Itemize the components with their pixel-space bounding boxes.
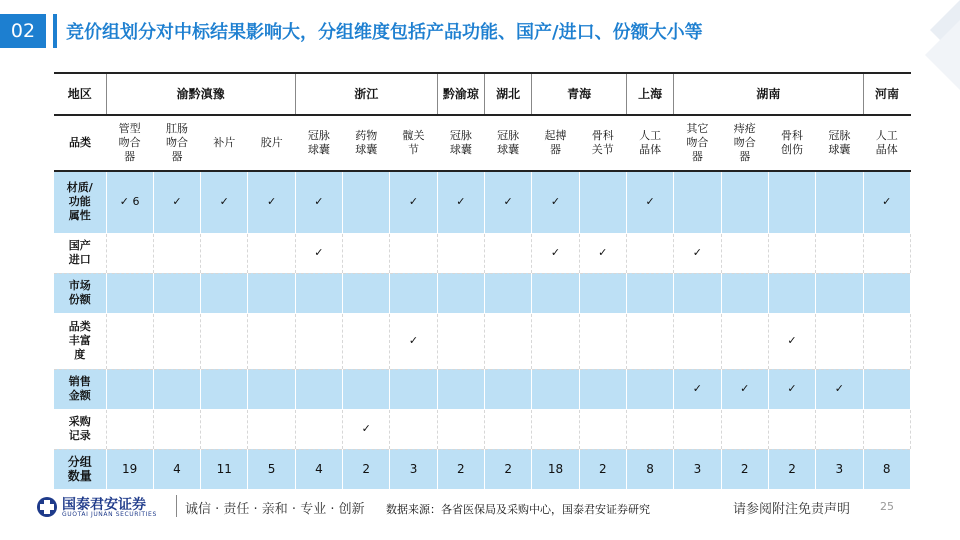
criteria-cell: [626, 369, 673, 409]
page-number: 25: [880, 500, 894, 513]
criteria-cell: [485, 273, 532, 313]
category-cell: 肛肠吻合器: [153, 115, 200, 171]
criteria-cell: [437, 313, 484, 369]
logo-en: GUOTAI JUNAN SECURITIES: [62, 511, 157, 518]
page-title: 竞价组划分对中标结果影响大，分组维度包括产品功能、国产/进口、份额大小等: [66, 22, 703, 43]
region-cell: 浙江: [295, 73, 437, 115]
region-cell: 渝黔滇豫: [106, 73, 295, 115]
disclaimer: 请参阅附注免责声明: [733, 502, 851, 517]
criteria-cell: ✓: [532, 233, 579, 273]
category-cell: 冠脉球囊: [437, 115, 484, 171]
category-cell: 痔疮吻合器: [721, 115, 768, 171]
criteria-cell: [721, 233, 768, 273]
group-count-cell: 5: [248, 449, 295, 489]
group-count-cell: 18: [532, 449, 579, 489]
criteria-cell: [532, 273, 579, 313]
criteria-cell: [721, 409, 768, 449]
group-count-cell: 19: [106, 449, 153, 489]
criteria-cell: [106, 313, 153, 369]
category-row: [54, 115, 911, 171]
category-cell: 起搏器: [532, 115, 579, 171]
category-cell: 人工晶体: [863, 115, 911, 171]
criteria-cell: ✓: [343, 409, 390, 449]
group-count-cell: 2: [343, 449, 390, 489]
criteria-cell: [248, 409, 295, 449]
criteria-cell: [201, 313, 248, 369]
criteria-cell: [768, 171, 815, 233]
criteria-cell: ✓: [863, 171, 911, 233]
criteria-label: 采购记录: [54, 409, 106, 449]
region-cell: 青海: [532, 73, 627, 115]
group-count-cell: 3: [390, 449, 437, 489]
criteria-cell: [674, 313, 721, 369]
section-number: 02: [0, 14, 46, 48]
criteria-cell: [532, 369, 579, 409]
criteria-cell: [674, 273, 721, 313]
slogan: 诚信 · 责任 · 亲和 · 专业 · 创新: [185, 502, 365, 517]
criteria-label: 国产进口: [54, 233, 106, 273]
criteria-cell: [343, 233, 390, 273]
criteria-cell: [106, 369, 153, 409]
category-cell: 骨科关节: [579, 115, 626, 171]
criteria-cell: [201, 369, 248, 409]
criteria-cell: [626, 313, 673, 369]
criteria-cell: [579, 409, 626, 449]
group-count-cell: 3: [674, 449, 721, 489]
criteria-cell: [343, 171, 390, 233]
criteria-cell: ✓: [721, 369, 768, 409]
group-count-cell: 2: [485, 449, 532, 489]
criteria-cell: ✓: [153, 171, 200, 233]
criteria-cell: [674, 409, 721, 449]
criteria-cell: [437, 273, 484, 313]
criteria-cell: ✓: [816, 369, 863, 409]
group-count-cell: 8: [626, 449, 673, 489]
criteria-cell: [248, 313, 295, 369]
criteria-cell: ✓: [674, 233, 721, 273]
criteria-cell: [343, 273, 390, 313]
region-cell: 河南: [863, 73, 911, 115]
criteria-cell: [153, 369, 200, 409]
criteria-cell: [201, 273, 248, 313]
criteria-cell: [153, 233, 200, 273]
criteria-cell: ✓: [626, 171, 673, 233]
criteria-cell: [721, 273, 768, 313]
criteria-cell: [201, 233, 248, 273]
logo-cn: 国泰君安证券: [62, 497, 146, 513]
criteria-cell: [768, 233, 815, 273]
criteria-cell: [295, 273, 342, 313]
criteria-cell: [295, 313, 342, 369]
criteria-cell: [721, 313, 768, 369]
category-cell: 冠脉球囊: [485, 115, 532, 171]
criteria-cell: [390, 369, 437, 409]
category-cell: 髋关节: [390, 115, 437, 171]
criteria-cell: ✓: [437, 171, 484, 233]
category-label: 品类: [54, 115, 106, 171]
criteria-label: 销售金额: [54, 369, 106, 409]
category-cell: 人工晶体: [626, 115, 673, 171]
criteria-cell: [295, 369, 342, 409]
footer: [0, 493, 960, 523]
group-count-row: [54, 449, 911, 489]
criteria-cell: [626, 233, 673, 273]
criteria-row: [54, 369, 911, 409]
criteria-cell: [153, 273, 200, 313]
criteria-cell: [863, 369, 911, 409]
criteria-cell: [626, 409, 673, 449]
criteria-cell: [816, 409, 863, 449]
criteria-row: [54, 313, 911, 369]
criteria-cell: ✓: [485, 171, 532, 233]
category-cell: 药物球囊: [343, 115, 390, 171]
criteria-cell: [816, 233, 863, 273]
group-count-cell: 2: [437, 449, 484, 489]
criteria-cell: [106, 273, 153, 313]
criteria-cell: [485, 313, 532, 369]
criteria-cell: [343, 369, 390, 409]
criteria-cell: [485, 409, 532, 449]
criteria-cell: [579, 313, 626, 369]
criteria-cell: [532, 409, 579, 449]
criteria-cell: ✓: [295, 233, 342, 273]
criteria-cell: ✓: [248, 171, 295, 233]
criteria-cell: [816, 273, 863, 313]
group-count-cell: 2: [768, 449, 815, 489]
criteria-cell: ✓: [390, 313, 437, 369]
category-cell: 管型吻合器: [106, 115, 153, 171]
group-count-label: 分组数量: [54, 449, 106, 489]
criteria-cell: [579, 273, 626, 313]
group-count-cell: 8: [863, 449, 911, 489]
region-cell: 上海: [626, 73, 673, 115]
criteria-cell: [768, 409, 815, 449]
criteria-row: [54, 273, 911, 313]
category-cell: 补片: [201, 115, 248, 171]
criteria-cell: [863, 233, 911, 273]
criteria-cell: [153, 409, 200, 449]
criteria-row: [54, 409, 911, 449]
region-label: 地区: [54, 73, 106, 115]
criteria-cell: [579, 171, 626, 233]
category-cell: 胶片: [248, 115, 295, 171]
group-count-cell: 11: [201, 449, 248, 489]
criteria-cell: [532, 313, 579, 369]
criteria-cell: [579, 369, 626, 409]
region-cell: 湖北: [485, 73, 532, 115]
criteria-cell: [485, 233, 532, 273]
criteria-cell: [437, 233, 484, 273]
criteria-label: 品类丰富度: [54, 313, 106, 369]
group-count-cell: 4: [153, 449, 200, 489]
group-count-cell: 2: [721, 449, 768, 489]
criteria-cell: ✓: [768, 369, 815, 409]
region-cell: 黔渝琼: [437, 73, 484, 115]
criteria-cell: ✓: [295, 171, 342, 233]
criteria-row: [54, 171, 911, 233]
category-cell: 骨科创伤: [768, 115, 815, 171]
criteria-cell: [863, 313, 911, 369]
group-count-cell: 4: [295, 449, 342, 489]
criteria-cell: [390, 409, 437, 449]
title-accent-bar: [53, 14, 57, 48]
criteria-cell: [390, 233, 437, 273]
criteria-cell: ✓: [674, 369, 721, 409]
criteria-cell: ✓: [532, 171, 579, 233]
criteria-cell: [295, 409, 342, 449]
criteria-cell: [816, 313, 863, 369]
criteria-cell: [248, 233, 295, 273]
criteria-cell: ✓: [201, 171, 248, 233]
region-header-row: [54, 73, 911, 115]
criteria-cell: [816, 171, 863, 233]
criteria-cell: [485, 369, 532, 409]
region-cell: 湖南: [674, 73, 863, 115]
criteria-cell: [390, 273, 437, 313]
criteria-cell: [721, 171, 768, 233]
data-source-note: 数据来源：各省医保局及采购中心，国泰君安证券研究: [386, 503, 650, 516]
category-cell: 冠脉球囊: [295, 115, 342, 171]
criteria-cell: [153, 313, 200, 369]
criteria-cell: [201, 409, 248, 449]
criteria-cell: [248, 273, 295, 313]
category-cell: 冠脉球囊: [816, 115, 863, 171]
criteria-row: [54, 233, 911, 273]
group-count-cell: 3: [816, 449, 863, 489]
criteria-cell: [106, 409, 153, 449]
criteria-cell: [768, 273, 815, 313]
criteria-cell: [863, 273, 911, 313]
category-cell: 其它吻合器: [674, 115, 721, 171]
criteria-cell: [106, 233, 153, 273]
criteria-cell: ✓ 6: [106, 171, 153, 233]
company-logo-icon: [36, 496, 58, 518]
criteria-label: 材质/功能属性: [54, 171, 106, 233]
criteria-cell: [674, 171, 721, 233]
bidding-group-table: [54, 72, 911, 490]
criteria-cell: [343, 313, 390, 369]
criteria-cell: [437, 409, 484, 449]
criteria-cell: [437, 369, 484, 409]
criteria-cell: [863, 409, 911, 449]
criteria-label: 市场份额: [54, 273, 106, 313]
criteria-cell: ✓: [579, 233, 626, 273]
criteria-cell: ✓: [390, 171, 437, 233]
footer-divider: [176, 495, 177, 517]
group-count-cell: 2: [579, 449, 626, 489]
criteria-cell: ✓: [768, 313, 815, 369]
criteria-cell: [248, 369, 295, 409]
criteria-cell: [626, 273, 673, 313]
